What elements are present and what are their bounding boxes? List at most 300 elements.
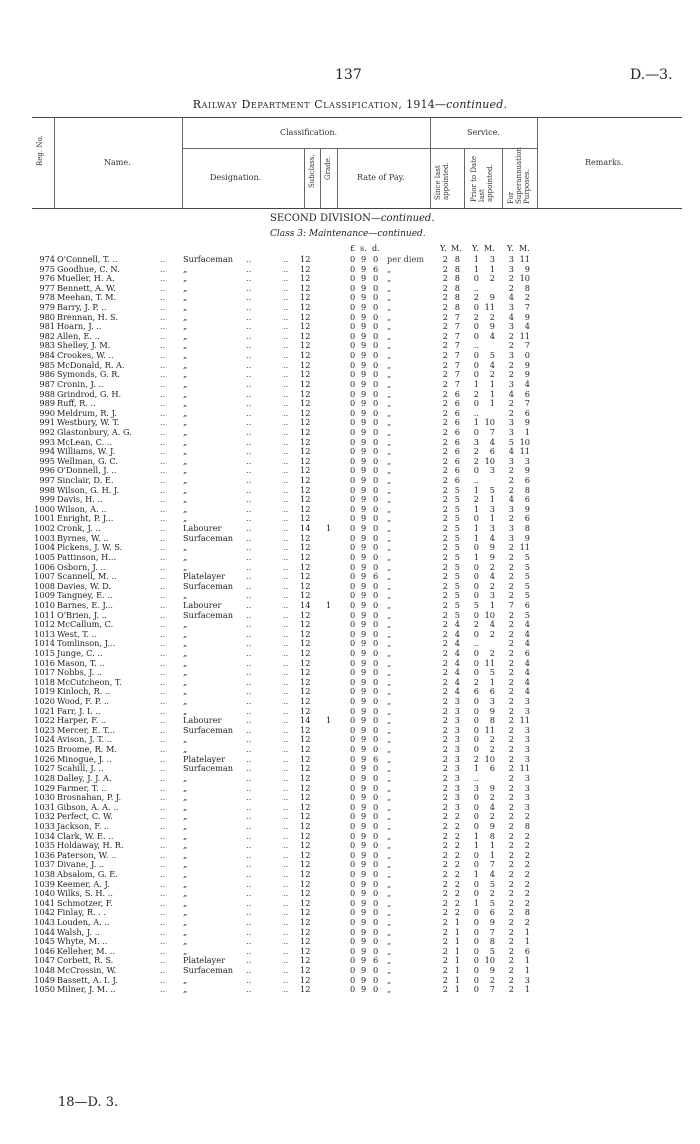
pay-period: „: [387, 628, 392, 639]
superannuation-months: 3: [524, 705, 530, 716]
leader-dots: ..: [246, 801, 252, 812]
employee-name: Jackson, F. ..: [57, 820, 110, 831]
designation: „: [183, 974, 188, 985]
since-appointed-months: 4: [454, 638, 460, 649]
pay-pence: 0: [373, 359, 379, 370]
since-appointed-months: 5: [454, 532, 460, 543]
pay-pounds: 0: [350, 282, 356, 293]
reg-no: 1012: [34, 619, 55, 630]
leader-dots: ..: [283, 820, 289, 831]
leader-dots: ..: [160, 792, 166, 803]
leader-dots: ..: [160, 263, 166, 274]
leader-dots: ..: [246, 820, 252, 831]
designation: „: [183, 801, 188, 812]
pay-pounds: 0: [350, 782, 356, 793]
leader-dots: ..: [246, 763, 252, 774]
superannuation-years: 2: [508, 475, 514, 486]
superannuation-years: 2: [508, 926, 514, 937]
leader-dots: ..: [283, 763, 289, 774]
designation: „: [183, 734, 188, 745]
designation-header: Designation.: [210, 173, 262, 182]
subclass: 12: [300, 532, 311, 543]
prior-years: 1: [473, 532, 479, 543]
designation: Labourer: [183, 599, 222, 610]
since-appointed-years: 2: [442, 917, 448, 928]
prior-months: 2: [489, 647, 495, 658]
designation: „: [183, 321, 188, 332]
pay-pounds: 0: [350, 840, 356, 851]
designation: „: [183, 436, 188, 447]
pay-pence: 0: [373, 417, 379, 428]
subclass: 12: [300, 878, 311, 889]
superannuation-months: 5: [524, 561, 530, 572]
pay-pence: 0: [373, 657, 379, 668]
subclass: 12: [300, 859, 311, 870]
pay-period: per diem: [387, 254, 425, 264]
superannuation-months: 9: [524, 532, 530, 543]
pay-pence: 0: [373, 388, 379, 399]
leader-dots: ..: [246, 628, 252, 639]
superannuation-months: 5: [524, 571, 530, 582]
pay-pence: 0: [373, 446, 379, 457]
leader-dots: ..: [160, 628, 166, 639]
prior-years: ..: [473, 772, 479, 783]
superannuation-years: 2: [508, 282, 514, 293]
leader-dots: ..: [160, 897, 166, 908]
pay-shillings: 9: [361, 446, 367, 457]
prior-months: 5: [489, 350, 495, 361]
pay-pounds: 0: [350, 292, 356, 303]
pay-shillings: 9: [361, 523, 367, 534]
pay-pounds: 0: [350, 849, 356, 860]
subclass: 12: [300, 888, 311, 899]
since-appointed-months: 2: [454, 888, 460, 899]
designation: „: [183, 984, 188, 995]
prior-months: 2: [489, 561, 495, 572]
leader-dots: ..: [160, 638, 166, 649]
pay-pounds: 0: [350, 811, 356, 822]
pay-period: „: [387, 503, 392, 514]
prior-years: 2: [473, 494, 479, 505]
pay-period: „: [387, 282, 392, 293]
subclass: 12: [300, 417, 311, 428]
since-appointed-months: 5: [454, 551, 460, 562]
pay-period: „: [387, 840, 392, 851]
designation: „: [183, 398, 188, 409]
pay-pounds: 0: [350, 571, 356, 582]
pay-pence: 0: [373, 811, 379, 822]
superannuation-months: 6: [524, 945, 530, 956]
since-appointed-months: 8: [454, 282, 460, 293]
reg-no: 1032: [34, 811, 55, 822]
pay-pence: 0: [373, 523, 379, 534]
leader-dots: ..: [246, 955, 252, 966]
superannuation-months: 11: [519, 715, 530, 726]
superannuation-years: 2: [508, 513, 514, 524]
pay-period: „: [387, 407, 392, 418]
leader-dots: ..: [246, 638, 252, 649]
pay-pounds: 0: [350, 830, 356, 841]
since-appointed-years: 2: [442, 321, 448, 332]
subclass: 12: [300, 311, 311, 322]
leader-dots: ..: [283, 619, 289, 630]
pay-period: „: [387, 763, 392, 774]
pay-period: „: [387, 455, 392, 466]
reg-no: 1021: [34, 705, 55, 716]
pay-pence: 0: [373, 599, 379, 610]
prior-months: 9: [489, 542, 495, 553]
leader-dots: ..: [160, 859, 166, 870]
since-appointed-months: 6: [454, 455, 460, 466]
designation: „: [183, 897, 188, 908]
leader-dots: ..: [283, 350, 289, 361]
designation: „: [183, 647, 188, 658]
designation: „: [183, 378, 188, 389]
since-appointed-years: 2: [442, 667, 448, 678]
prior-years: 0: [473, 321, 479, 332]
reg-no: 1031: [34, 801, 55, 812]
reg-no: 1008: [34, 580, 55, 591]
employee-name: Glastonbury, A. G.: [57, 426, 132, 437]
leader-dots: ..: [283, 878, 289, 889]
leader-dots: ..: [160, 542, 166, 553]
leader-dots: ..: [246, 407, 252, 418]
pay-period: „: [387, 513, 392, 524]
pay-pence: 0: [373, 532, 379, 543]
pay-pounds: 0: [350, 523, 356, 534]
superannuation-months: 9: [524, 465, 530, 476]
since-appointed-years: 2: [442, 628, 448, 639]
leader-dots: ..: [246, 926, 252, 937]
superannuation-years: 2: [508, 801, 514, 812]
reg-no: 988: [39, 388, 55, 399]
reg-no: 992: [39, 426, 55, 437]
leader-dots: ..: [160, 494, 166, 505]
since-appointed-months: 8: [454, 292, 460, 303]
leader-dots: ..: [283, 609, 289, 620]
pay-pence: 0: [373, 426, 379, 437]
pay-pounds: 0: [350, 667, 356, 678]
subclass: 12: [300, 686, 311, 697]
pay-pence: 0: [373, 965, 379, 976]
prior-years: 0: [473, 926, 479, 937]
superannuation-years: 2: [508, 340, 514, 351]
leader-dots: ..: [246, 417, 252, 428]
superannuation-months: 4: [524, 628, 530, 639]
leader-dots: ..: [246, 888, 252, 899]
unit-years-3: Y.: [507, 244, 514, 253]
reg-no: 1041: [34, 897, 55, 908]
employee-name: Osborn, J. ..: [57, 561, 106, 572]
prior-months: 4: [489, 571, 495, 582]
employee-name: O'Donnell, J. ..: [57, 465, 117, 476]
leader-dots: ..: [246, 696, 252, 707]
pay-pence: 0: [373, 878, 379, 889]
pay-pounds: 0: [350, 647, 356, 658]
since-appointed-years: 2: [442, 772, 448, 783]
pay-shillings: 9: [361, 561, 367, 572]
superannuation-months: 8: [524, 484, 530, 495]
subclass: 12: [300, 801, 311, 812]
subclass: 12: [300, 638, 311, 649]
subclass: 12: [300, 388, 311, 399]
grade: 1: [326, 523, 332, 534]
reg-no: 974: [39, 254, 55, 264]
prior-years: 2: [473, 446, 479, 457]
leader-dots: ..: [160, 955, 166, 966]
since-appointed-months: 8: [454, 273, 460, 284]
pay-pounds: 0: [350, 820, 356, 831]
designation: „: [183, 772, 188, 783]
since-appointed-years: 2: [442, 657, 448, 668]
pay-pounds: 0: [350, 772, 356, 783]
subclass: 12: [300, 792, 311, 803]
subclass: 12: [300, 869, 311, 879]
leader-dots: ..: [246, 350, 252, 361]
pay-pence: 0: [373, 888, 379, 899]
since-appointed-years: 2: [442, 359, 448, 370]
pay-pence: 0: [373, 763, 379, 774]
subclass: 12: [300, 350, 311, 361]
leader-dots: ..: [160, 830, 166, 841]
prior-months: 6: [489, 686, 495, 697]
pay-pounds: 0: [350, 465, 356, 476]
designation: „: [183, 917, 188, 928]
leader-dots: ..: [160, 609, 166, 620]
pay-pence: 0: [373, 945, 379, 956]
pay-pounds: 0: [350, 715, 356, 726]
leader-dots: ..: [246, 436, 252, 447]
leader-dots: ..: [160, 657, 166, 668]
designation: Surfaceman: [183, 609, 234, 620]
leader-dots: ..: [160, 359, 166, 370]
superannuation-years: 3: [508, 523, 514, 534]
since-appointed-months: 5: [454, 523, 460, 534]
pay-period: „: [387, 696, 392, 707]
pay-shillings: 9: [361, 542, 367, 553]
since-appointed-months: 5: [454, 503, 460, 514]
prior-months: 9: [489, 551, 495, 562]
pay-pence: 0: [373, 292, 379, 303]
prior-months: 10: [484, 753, 495, 764]
pay-pounds: 0: [350, 398, 356, 409]
pay-period: „: [387, 859, 392, 870]
superannuation-months: 2: [524, 917, 530, 928]
superannuation-months: 2: [524, 830, 530, 841]
reg-no: 977: [39, 282, 55, 293]
employee-name: Wilks, S. H. ..: [57, 888, 113, 899]
leader-dots: ..: [283, 388, 289, 399]
leader-dots: ..: [246, 984, 252, 995]
pay-pence: 0: [373, 696, 379, 707]
prior-months: 5: [489, 878, 495, 889]
reg-no: 999: [39, 494, 55, 505]
pay-period: „: [387, 340, 392, 351]
pay-pence: 0: [373, 561, 379, 572]
superannuation-months: 3: [524, 744, 530, 755]
superannuation-years: 2: [508, 465, 514, 476]
subclass: 12: [300, 734, 311, 745]
superannuation-months: 3: [524, 724, 530, 735]
since-appointed-years: 2: [442, 638, 448, 649]
since-appointed-years: 2: [442, 494, 448, 505]
pay-pence: 0: [373, 801, 379, 812]
subclass: 12: [300, 926, 311, 937]
prior-years: 0: [473, 696, 479, 707]
leader-dots: ..: [246, 619, 252, 630]
pay-shillings: 9: [361, 628, 367, 639]
subclass: 12: [300, 378, 311, 389]
prior-years: 0: [473, 984, 479, 995]
leader-dots: ..: [246, 263, 252, 274]
leader-dots: ..: [160, 417, 166, 428]
leader-dots: ..: [246, 974, 252, 985]
leader-dots: ..: [283, 580, 289, 591]
pay-pence: 6: [373, 753, 379, 764]
prior-months: 7: [489, 859, 495, 870]
prior-years: 0: [473, 542, 479, 553]
reg-no: 1044: [34, 926, 55, 937]
pay-pounds: 0: [350, 436, 356, 447]
reg-no: 1005: [34, 551, 55, 562]
designation: „: [183, 494, 188, 505]
prior-years: 2: [473, 753, 479, 764]
reg-no: 1047: [34, 955, 55, 966]
subclass: 12: [300, 484, 311, 495]
since-appointed-years: 2: [442, 475, 448, 486]
subclass: 12: [300, 696, 311, 707]
reg-no: 991: [39, 417, 55, 428]
prior-years: 0: [473, 426, 479, 437]
since-appointed-months: 5: [454, 599, 460, 610]
leader-dots: ..: [283, 647, 289, 658]
since-appointed-months: 6: [454, 398, 460, 409]
employee-name: Broome, R. M.: [57, 744, 117, 755]
since-appointed-months: 4: [454, 676, 460, 687]
subclass: 12: [300, 667, 311, 678]
leader-dots: ..: [283, 753, 289, 764]
subclass: 12: [300, 359, 311, 370]
pay-pounds: 0: [350, 936, 356, 947]
prior-years: 2: [473, 455, 479, 466]
prior-years: 0: [473, 513, 479, 524]
pay-period: „: [387, 599, 392, 610]
superannuation-months: 7: [524, 302, 530, 313]
superannuation-months: 7: [524, 340, 530, 351]
since-appointed-years: 2: [442, 715, 448, 726]
superannuation-years: 2: [508, 753, 514, 764]
leader-dots: ..: [283, 734, 289, 745]
pay-pence: 0: [373, 676, 379, 687]
since-appointed-years: 2: [442, 503, 448, 514]
pay-pence: 0: [373, 849, 379, 860]
since-appointed-years: 2: [442, 609, 448, 620]
superannuation-years: 3: [508, 378, 514, 389]
designation: Labourer: [183, 523, 222, 534]
subclass: 12: [300, 321, 311, 332]
designation: „: [183, 359, 188, 370]
superannuation-years: 2: [508, 609, 514, 620]
leader-dots: ..: [160, 398, 166, 409]
since-appointed-months: 4: [454, 657, 460, 668]
reg-no: 985: [39, 359, 55, 370]
employee-name: Ruff, R. ..: [57, 398, 96, 409]
pay-pence: 0: [373, 369, 379, 380]
leader-dots: ..: [283, 869, 289, 879]
designation: „: [183, 792, 188, 803]
superannuation-years: 2: [508, 273, 514, 284]
leader-dots: ..: [283, 551, 289, 562]
superannuation-years: 3: [508, 426, 514, 437]
prior-years: 6: [473, 686, 479, 697]
leader-dots: ..: [283, 446, 289, 457]
since-appointed-years: 2: [442, 676, 448, 687]
leader-dots: ..: [160, 407, 166, 418]
superannuation-months: 2: [524, 849, 530, 860]
reg-no: 1034: [34, 830, 55, 841]
superannuation-months: 2: [524, 292, 530, 303]
pay-pounds: 0: [350, 359, 356, 370]
pay-shillings: 9: [361, 407, 367, 418]
unit-months-3: M.: [519, 244, 530, 253]
pay-pence: 0: [373, 859, 379, 870]
pay-shillings: 9: [361, 849, 367, 860]
employee-name: Wood, F. P. ..: [57, 696, 110, 707]
pay-shillings: 9: [361, 772, 367, 783]
leader-dots: ..: [160, 551, 166, 562]
reg-no: 1050: [34, 984, 55, 995]
leader-dots: ..: [283, 676, 289, 687]
pay-period: „: [387, 436, 392, 447]
pay-pounds: 0: [350, 753, 356, 764]
since-appointed-years: 2: [442, 571, 448, 582]
pay-period: „: [387, 897, 392, 908]
leader-dots: ..: [160, 917, 166, 928]
pay-pounds: 0: [350, 676, 356, 687]
subclass: 12: [300, 628, 311, 639]
superannuation-months: 11: [519, 763, 530, 774]
since-appointed-years: 2: [442, 590, 448, 601]
leader-dots: ..: [160, 945, 166, 956]
pay-shillings: 9: [361, 955, 367, 966]
subclass: 12: [300, 676, 311, 687]
since-appointed-years: 2: [442, 282, 448, 293]
prior-months: 5: [489, 897, 495, 908]
employee-name: Tangney, E. ..: [57, 590, 113, 601]
employee-name: Nobbs, J. ..: [57, 667, 103, 678]
superannuation-years: 2: [508, 792, 514, 803]
leader-dots: ..: [160, 350, 166, 361]
designation: „: [183, 369, 188, 380]
pay-period: „: [387, 772, 392, 783]
grade: 1: [326, 715, 332, 726]
pay-shillings: 9: [361, 417, 367, 428]
pay-pounds: 0: [350, 321, 356, 332]
unit-shilling: s.: [360, 244, 367, 253]
designation: Surfaceman: [183, 254, 234, 264]
pay-shillings: 9: [361, 619, 367, 630]
pay-pounds: 0: [350, 686, 356, 697]
pay-period: „: [387, 792, 392, 803]
designation: „: [183, 282, 188, 293]
pay-pence: 0: [373, 580, 379, 591]
since-appointed-years: 2: [442, 513, 448, 524]
leader-dots: ..: [283, 523, 289, 534]
pay-pounds: 0: [350, 657, 356, 668]
reg-no: 983: [39, 340, 55, 351]
reg-no: 1016: [34, 657, 55, 668]
prior-months: 6: [489, 907, 495, 918]
